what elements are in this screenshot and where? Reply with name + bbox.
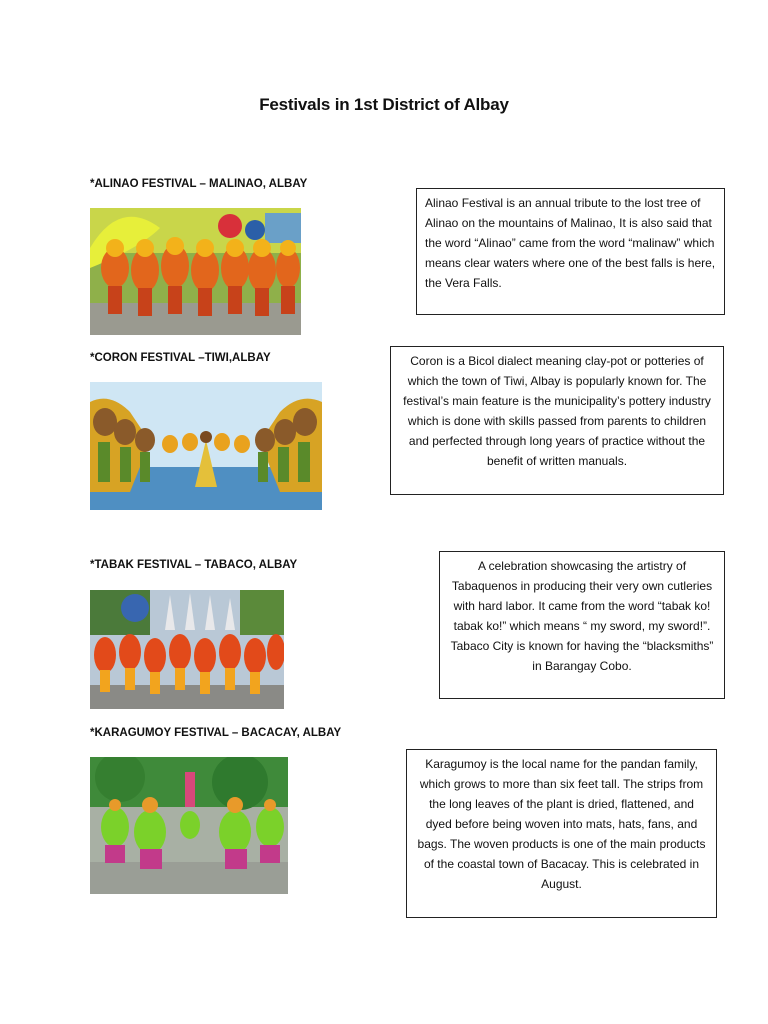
- festival-heading-coron: *CORON FESTIVAL –TIWI,ALBAY: [90, 352, 271, 364]
- festival-heading-alinao: *ALINAO FESTIVAL – MALINAO, ALBAY: [90, 178, 308, 190]
- festival-photo-tabak: [90, 590, 284, 709]
- festival-description-karagumoy: Karagumoy is the local name for the pandan family, which grows to more than six feet tall. The strips from the long leaves of the plant is dried, flattened, and dyed before being woven into mats, hats, fans, and bags. The woven products is one of the main products of the coastal town of Bacacay. This is celebrated in August.: [406, 749, 717, 918]
- festival-heading-karagumoy: *KARAGUMOY FESTIVAL – BACACAY, ALBAY: [90, 727, 342, 739]
- festival-heading-tabak: *TABAK FESTIVAL – TABACO, ALBAY: [90, 559, 298, 571]
- festival-description-tabak: A celebration showcasing the artistry of Tabaquenos in producing their very own cutleries with hard labor. It came from the word “tabak ko! tabak ko!” which means “ my sword, my sword!”. Tabaco City is known for having the “blacksmiths” in Barangay Cobo.: [439, 551, 725, 699]
- festival-description-alinao: Alinao Festival is an annual tribute to the lost tree of Alinao on the mountains of Malinao, It is also said that the word “Alinao” came from the word “malinaw” which means clear waters where one of the best falls is here, the Vera Falls.: [416, 188, 725, 315]
- festival-photo-alinao: [90, 208, 301, 335]
- festival-photo-karagumoy: [90, 757, 288, 894]
- page-title: Festivals in 1st District of Albay: [259, 95, 509, 114]
- festival-description-coron: Coron is a Bicol dialect meaning clay-pot or potteries of which the town of Tiwi, Albay is popularly known for. The festival’s main feature is the municipality’s pottery industry which is done with skills passed from parents to children and perfected through long years of practice without the benefit of written manuals.: [390, 346, 724, 495]
- festival-photo-coron: [90, 382, 322, 510]
